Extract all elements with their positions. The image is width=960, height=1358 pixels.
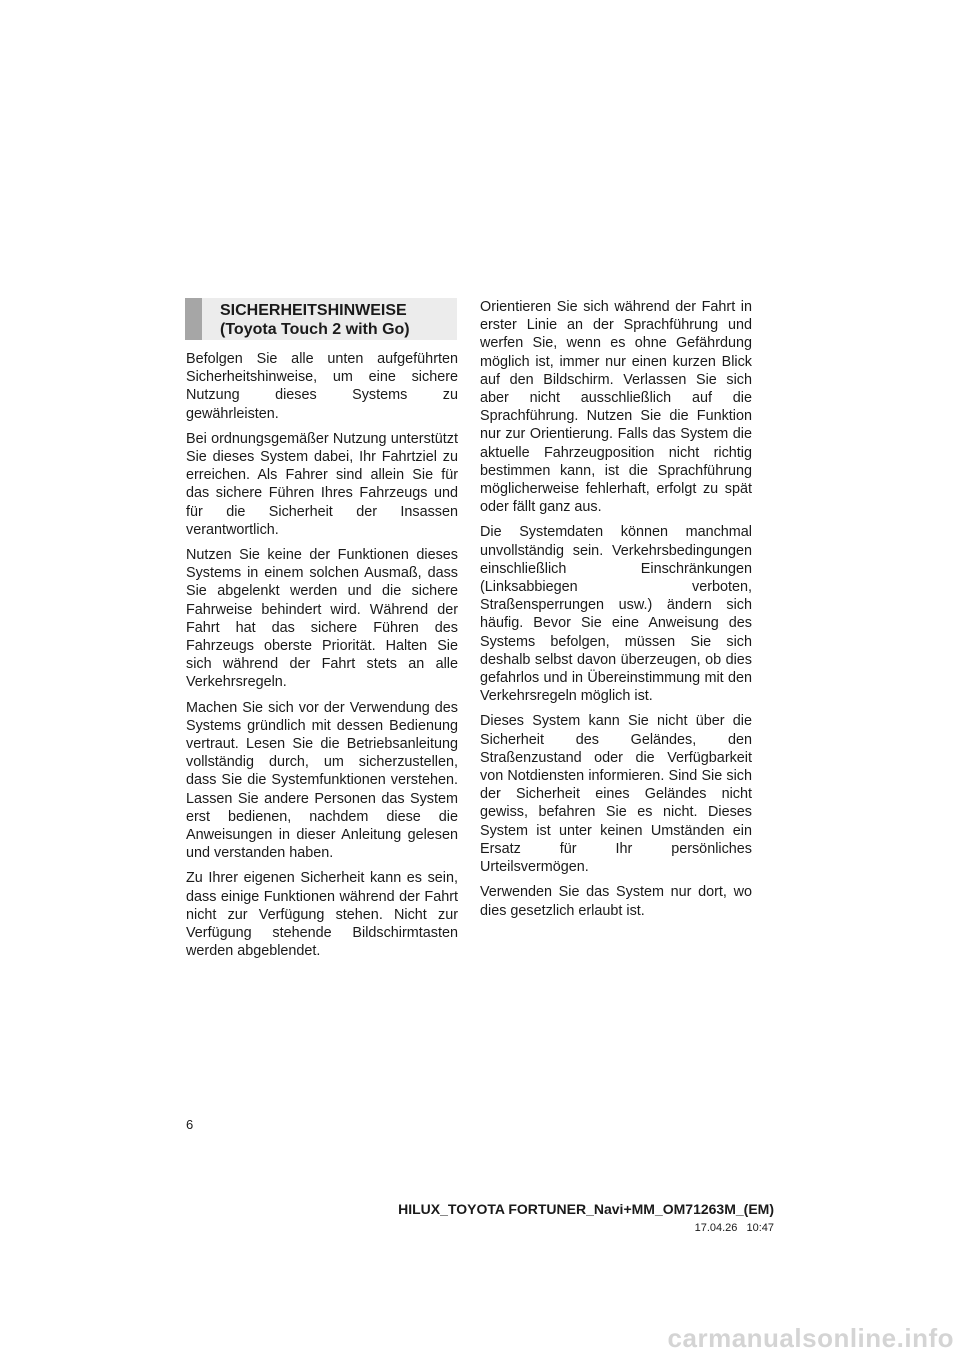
document-date-time: 17.04.26 10:47 [694, 1222, 774, 1234]
heading-line-2: (Toyota Touch 2 with Go) [220, 321, 410, 338]
left-column [186, 350, 458, 968]
paragraph: Nutzen Sie keine der Funktionen dieses Systems in einem solchen Ausmaß, dass Sie abgelenkt werden und die sichere Fahrweise behindert wird. Während der Fahrt hat das sichere Führen des Fahrzeugs oberste Priorität. Halten Sie sich während der Fahrt stets an alle Verkehrsregeln. [186, 547, 458, 691]
watermark: carmanualsonline.info [667, 1323, 954, 1353]
paragraph: Zu Ihrer eigenen Sicherheit kann es sein, dass einige Funktionen während der Fahrt nicht zur Verfügung stehen. Nicht zur Verfügung stehende Bildschirmtasten werden abgeblendet. [186, 870, 458, 960]
section-heading [185, 298, 457, 340]
document-id: HILUX_TOYOTA FORTUNER_Navi+MM_OM71263M_(EM) [398, 1201, 774, 1217]
heading-accent-bar [185, 298, 202, 340]
heading-line-1: SICHERHEITSHINWEISE [220, 302, 407, 319]
paragraph: Befolgen Sie alle unten aufgeführten Sicherheitshinweise, um eine sichere Nutzung dieses Systems zu gewährleisten. [186, 351, 458, 422]
page-number: 6 [186, 1117, 194, 1132]
paragraph: Orientieren Sie sich während der Fahrt in erster Linie an der Sprachführung und werfen Sie, wenn es ohne Gefährdung möglich ist, immer nur einen kurzen Blick auf den Bildschirm. Verlassen Sie sich aber nicht ausschließlich auf die Sprachführung. Nutzen Sie die Funktion nur zur Orientierung. Falls das System die aktuelle Fahrzeugposition nicht richtig bestimmen kann, ist die Sprachführung möglicherweise fehlerhaft, erfolgt zu spät oder fällt ganz aus. [480, 299, 752, 516]
paragraph: Verwenden Sie das System nur dort, wo dies gesetzlich erlaubt ist. [480, 884, 752, 919]
paragraph: Die Systemdaten können manchmal unvollständig sein. Verkehrsbedingungen einschließlich Einschränkungen (Linksabbiegen verboten, Straßensperrungen usw.) ändern sich häufig. Bevor Sie eine Anweisung des Systems befolgen, müssen Sie sich deshalb selbst davon überzeugen, ob dies gefahrlos und in Übereinstimmung mit den Verkehrsregeln möglich ist. [480, 524, 752, 705]
paragraph: Bei ordnungsgemäßer Nutzung unterstützt Sie dieses System dabei, Ihr Fahrtziel zu erreichen. Als Fahrer sind allein Sie für das sichere Führen Ihres Fahrzeugs und für die Sicherheit der Insassen verantwortlich. [186, 430, 458, 538]
paragraph: Machen Sie sich vor der Verwendung des Systems gründlich mit dessen Bedienung vertraut. Lesen Sie die Betriebsanleitung vollständig durch, um sicherzustellen, dass Sie die Systemfunktionen verstehen. Lassen Sie andere Personen das System erst bedienen, nachdem diese die Anweisungen in dieser Anleitung gelesen und verstanden haben. [186, 699, 458, 862]
right-column [480, 298, 752, 927]
paragraph: Dieses System kann Sie nicht über die Sicherheit des Geländes, den Straßenzustand oder die Verfügbarkeit von Notdiensten informieren. Sind Sie sich der Sicherheit eines Geländes nicht gewiss, befahren Sie es nicht. Dieses System ist unter keinen Umständen ein Ersatz für Ihr persönliches Urteilsvermögen. [480, 713, 752, 876]
heading-title [220, 301, 410, 339]
